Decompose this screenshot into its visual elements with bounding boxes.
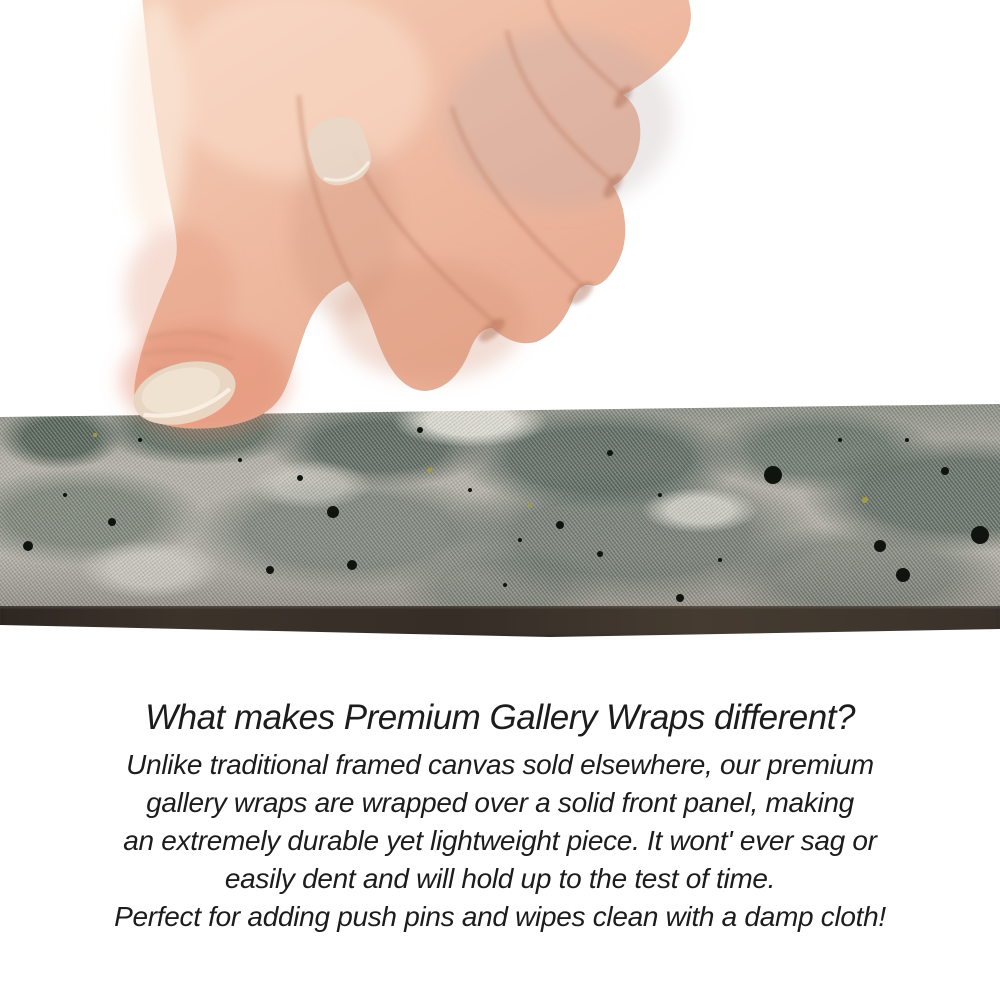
body-line: easily dent and will hold up to the test of time. [224, 863, 776, 894]
headline: What makes Premium Gallery Wraps different? [145, 698, 855, 737]
body-line: Unlike traditional framed canvas sold elsewhere, our premium [126, 749, 874, 780]
hand-thumb-press-photo [0, 0, 1000, 460]
palm-highlight [123, 0, 187, 240]
body-line: an extremely durable yet lightweight piece. It wont' ever sag or [123, 825, 877, 856]
finger-vein-tint [445, 30, 675, 210]
body-line: gallery wraps are wrapped over a solid front panel, making [146, 787, 854, 818]
description-block [0, 696, 1000, 936]
body-line: Perfect for adding push pins and wipes clean with a damp cloth! [114, 901, 886, 932]
canvas-board-edge [0, 606, 1000, 640]
